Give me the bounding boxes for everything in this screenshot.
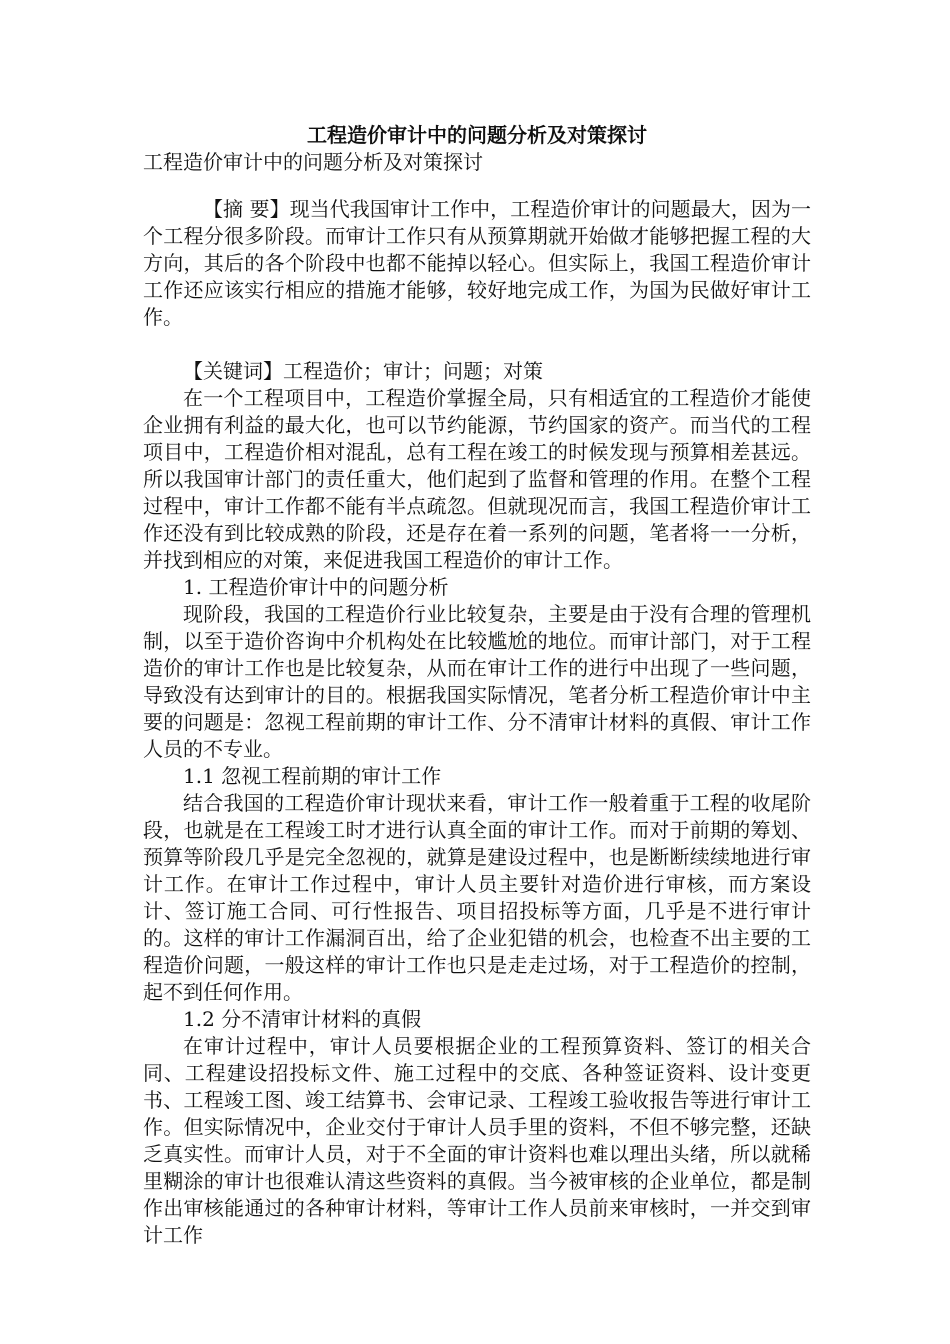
section-1-1-heading: 1.1 忽视工程前期的审计工作 <box>183 764 442 788</box>
section-1-paragraph: 现阶段，我国的工程造价行业比较复杂，主要是由于没有合理的管理机制，以至于造价咨询中介机构处在比较尴尬的地位。而审计部门，对于工程造价的审计工作也是比较复杂，从而在审计工作的进行中出现了一些问题，导致没有达到审计的目的。根据我国实际情况，笔者分析工程造价审计中主要的问题是：忽视工程前期的审计工作、分不清审计材料的真假、审计工作人员的不专业。 <box>143 602 811 761</box>
intro-paragraph: 在一个工程项目中，工程造价掌握全局，只有相适宜的工程造价才能使企业拥有利益的最大化，也可以节约能源，节约国家的资产。而当代的工程项目中，工程造价相对混乱，总有工程在竣工的时候发现与预算相差甚远。所以我国审计部门的责任重大，他们起到了监督和管理的作用。在整个工程过程中，审计工作都不能有半点疏忽。但就现况而言，我国工程造价审计工作还没有到比较成熟的阶段，还是存在着一系列的问题，笔者将一一分析，并找到相应的对策，来促进我国工程造价的审计工作。 <box>143 386 811 572</box>
section-1-heading: 1. 工程造价审计中的问题分析 <box>183 575 449 599</box>
document-title: 工程造价审计中的问题分析及对策探讨 <box>307 123 647 147</box>
document-subtitle: 工程造价审计中的问题分析及对策探讨 <box>143 150 483 174</box>
keywords-paragraph: 【关键词】工程造价；审计；问题；对策 <box>183 359 543 383</box>
spacer <box>143 331 811 358</box>
document-body <box>143 122 811 1249</box>
section-1-1-paragraph: 结合我国的工程造价审计现状来看，审计工作一般着重于工程的收尾阶段，也就是在工程竣工时才进行认真全面的审计工作。而对于前期的筹划、预算等阶段几乎是完全忽视的，就算是建设过程中，也是断断续续地进行审计工作。在审计工作过程中，审计人员主要针对造价进行审核，而方案设计、签订施工合同、可行性报告、项目招投标等方面，几乎是不进行审计的。这样的审计工作漏洞百出，给了企业犯错的机会，也检查不出主要的工程造价问题，一般这样的审计工作也只是走走过场，对于工程造价的控制，起不到任何作用。 <box>143 791 811 1004</box>
abstract-paragraph: 【摘 要】现当代我国审计工作中，工程造价审计的问题最大，因为一个工程分很多阶段。而审计工作只有从预算期就开始做才能够把握工程的大方向，其后的各个阶段中也都不能掉以轻心。但实际上，我国工程造价审计工作还应该实行相应的措施才能够，较好地完成工作，为国为民做好审计工作。 <box>143 197 811 329</box>
section-1-2-paragraph: 在审计过程中，审计人员要根据企业的工程预算资料、签订的相关合同、工程建设招投标文件、施工过程中的交底、各种签证资料、设计变更书、工程竣工图、竣工结算书、会审记录、工程竣工验收报告等进行审计工作。但实际情况中，企业交付于审计人员手里的资料，不但不够完整，还缺乏真实性。而审计人员，对于不全面的审计资料也难以理出头绪，所以就稀里糊涂的审计也很难认清这些资料的真假。当今被审核的企业单位，都是制作出审核能通过的各种审计材料，等审计工作人员前来审核时，一并交到审计工作 <box>143 1034 811 1247</box>
section-1-2-heading: 1.2 分不清审计材料的真假 <box>183 1007 422 1031</box>
